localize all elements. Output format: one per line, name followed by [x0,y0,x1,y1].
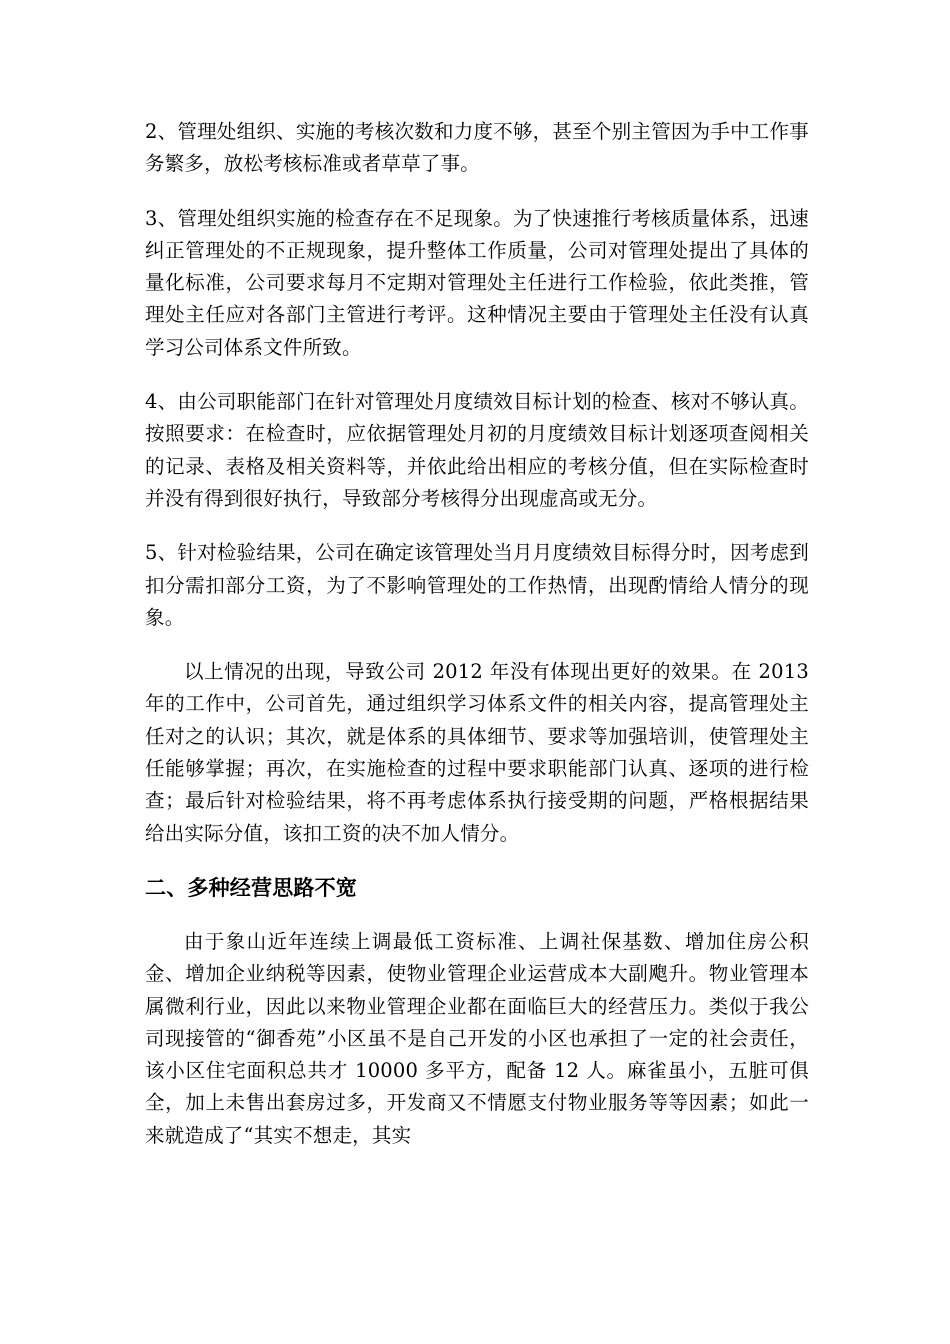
paragraph-item-4: 4、由公司职能部门在针对管理处月度绩效目标计划的检查、核对不够认真。按照要求：在检查时，应依据管理处月初的月度绩效目标计划逐项查阅相关的记录、表格及相关资料等，并依此给出相应的考核分值，但在实际检查时并没有得到很好执行，导致部分考核得分出现虚高或无分。 [145,390,809,510]
document-page [145,116,809,1174]
paragraph-item-5: 5、针对检验结果，公司在确定该管理处当月月度绩效目标得分时，因考虑到扣分需扣部分工资，为了不影响管理处的工作热情，出现酌情给人情分的现象。 [145,541,809,629]
paragraph-item-3: 3、管理处组织实施的检查存在不足现象。为了快速推行考核质量体系，迅速纠正管理处的不正规现象，提升整体工作质量，公司对管理处提出了具体的量化标准，公司要求每月不定期对管理处主任进行工作检验，依此类推，管理处主任应对各部门主管进行考评。这种情况主要由于管理处主任没有认真学习公司体系文件所致。 [145,206,809,359]
paragraph-section2-body: 由于象山近年连续上调最低工资标准、上调社保基数、增加住房公积金、增加企业纳税等因素，使物业管理企业运营成本大副飑升。物业管理本属微利行业，因此以来物业管理企业都在面临巨大的经营压力。类似于我公司现接管的“御香苑”小区虽不是自己开发的小区也承担了一定的社会责任，该小区住宅面积总共才 10000 多平方，配备 12 人。麻雀虽小，五脏可俱全，加上未售出套房过多，开发商又不情愿支付物业服务等等因素；如此一来就造成了“其实不想走，其实 [145,929,809,1147]
paragraph-item-2: 2、管理处组织、实施的考核次数和力度不够，甚至个别主管因为手中工作事务繁多，放松考核标准或者草草了事。 [145,120,809,176]
section-heading: 二、多种经营思路不宽 [145,875,357,900]
paragraph-summary: 以上情况的出现，导致公司 2012 年没有体现出更好的效果。在 2013 年的工作中，公司首先，通过组织学习体系文件的相关内容，提高管理处主任对之的认识；其次，就是体系的具体细节、要求等加强培训，使管理处主任能够掌握；再次，在实施检查的过程中要求职能部门认真、逐项的进行检查；最后针对检验结果，将不再考虑体系执行接受期的问题，严格根据结果给出实际分值，该扣工资的决不加人情分。 [145,660,809,845]
